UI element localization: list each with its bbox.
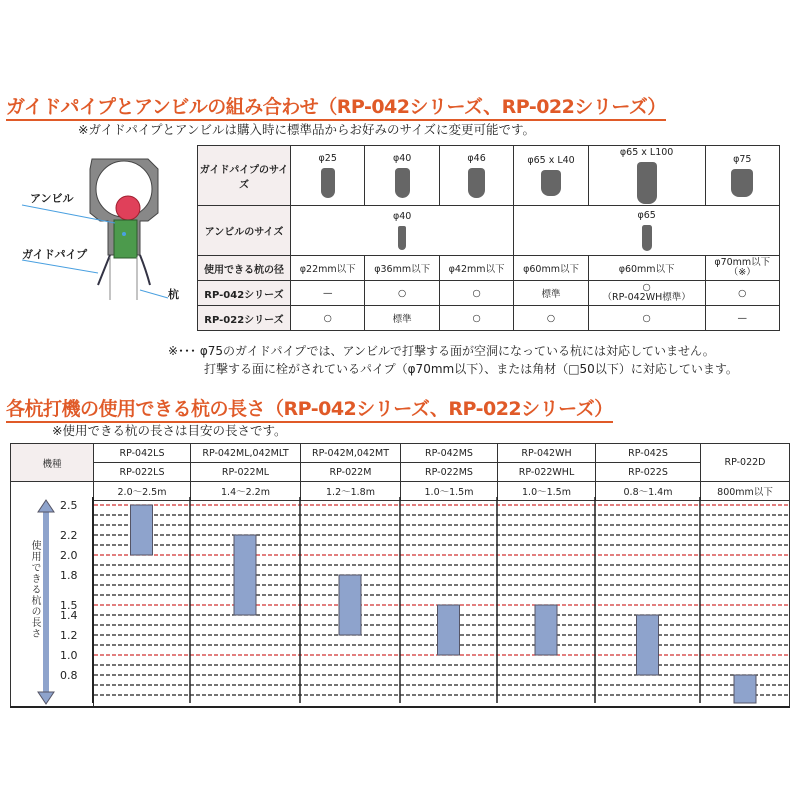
range-bar	[734, 675, 756, 703]
y-tick-label: 0.8	[60, 669, 78, 682]
section1-note: ※ガイドパイプとアンビルは購入時に標準品からお好みのサイズに変更可能です。	[78, 122, 535, 137]
model-name: RP-042LS	[94, 444, 191, 463]
rp022-cell: ○	[439, 306, 513, 331]
rp022-cell: —	[705, 306, 779, 331]
model-name: RP-042S	[596, 444, 701, 463]
range-bar	[131, 505, 153, 555]
range-bar	[438, 605, 460, 655]
rp042-cell: ○	[705, 281, 779, 306]
rp042-cell: —	[291, 281, 365, 306]
range-bar	[339, 575, 361, 635]
range-bar	[535, 605, 557, 655]
rp022-cell: 標準	[365, 306, 439, 331]
model-name: RP-042M,042MT	[301, 444, 401, 463]
guide-size: φ46	[467, 153, 486, 164]
range-bar	[637, 615, 659, 675]
row-label: RP-022シリーズ	[198, 306, 291, 331]
range-bar	[234, 535, 256, 615]
model-name: RP-022MS	[401, 463, 498, 482]
anvil-size: φ65	[637, 210, 656, 221]
y-tick-label: 2.2	[60, 529, 78, 542]
rp042-cell: ○ （RP-042WH標準）	[588, 281, 705, 306]
guide-size: φ40	[392, 153, 412, 164]
range-label: 2.0～2.5m	[94, 482, 191, 501]
guide-size: φ65 x L100	[619, 147, 674, 158]
y-tick-label: 1.2	[60, 629, 78, 642]
y-axis-label: 使用できる杭の長さ	[29, 540, 40, 639]
y-tick-label: 1.5	[60, 599, 78, 612]
rp042-cell: ○	[439, 281, 513, 306]
section2-note: ※使用できる杭の長さは目安の長さです。	[52, 423, 287, 438]
rp022-cell: ○	[588, 306, 705, 331]
range-label: 1.4～2.2m	[191, 482, 301, 501]
y-tick-label: 2.5	[60, 499, 78, 512]
model-name: RP-042MS	[401, 444, 498, 463]
model-name: RP-042WH	[498, 444, 596, 463]
pile-label: 杭	[168, 288, 179, 301]
range-label: 0.8～1.4m	[596, 482, 701, 501]
model-name: RP-042ML,042MLT	[191, 444, 301, 463]
anvil-size: φ40	[392, 211, 412, 222]
range-label: 1.0～1.5m	[401, 482, 498, 501]
guide-pipe-label: ガイドパイプ	[22, 248, 88, 261]
rp042-cell: ○	[365, 281, 439, 306]
guide-size: φ65 x L40	[527, 155, 575, 166]
guide-size: φ25	[318, 153, 337, 164]
footnote-line1: ※･･･ φ75のガイドパイプでは、アンビルで打撃する面が空洞になっている杭には対応していません。	[168, 344, 715, 358]
model-name: RP-022D	[701, 444, 790, 482]
rp022-cell: ○	[514, 306, 588, 331]
range-label: 800mm以下	[701, 482, 790, 501]
model-name: RP-022ML	[191, 463, 301, 482]
pile-diameter: φ60mm以下	[514, 256, 588, 281]
y-tick-label: 2.0	[60, 549, 78, 562]
pile-diameter: φ42mm以下	[439, 256, 513, 281]
y-tick-label: 1.0	[60, 649, 78, 662]
arrow-down-icon	[38, 692, 54, 704]
model-name: RP-022WHL	[498, 463, 596, 482]
model-name: RP-022M	[301, 463, 401, 482]
pile-diameter: φ60mm以下	[588, 256, 705, 281]
range-label: 1.0～1.5m	[498, 482, 596, 501]
pile-diameter: φ22mm以下	[291, 256, 365, 281]
row-label: ガイドパイプのサイズ	[198, 146, 291, 206]
footnote-line2: 打撃する面に栓がされているパイプ（φ70mm以下）、または角材（□50以下）に対応しています。	[204, 362, 738, 376]
arrow-up-icon	[38, 500, 54, 512]
rp022-cell: ○	[291, 306, 365, 331]
range-label: 1.2～1.8m	[301, 482, 401, 501]
row-label: アンビルのサイズ	[198, 206, 291, 256]
rp042-cell: 標準	[514, 281, 588, 306]
y-tick-label: 1.8	[60, 569, 78, 582]
anvil-label: アンビル	[30, 192, 74, 205]
y-tick-label: 1.4	[60, 609, 78, 622]
model-name: RP-022LS	[94, 463, 191, 482]
row-label: RP-042シリーズ	[198, 281, 291, 306]
guide-size: φ75	[733, 154, 752, 165]
model-header: 機種	[11, 444, 94, 482]
pile-diameter: φ36mm以下	[365, 256, 439, 281]
section1-title: ガイドパイプとアンビルの組み合わせ（RP-042シリーズ、RP-022シリーズ）	[6, 92, 666, 121]
model-name: RP-022S	[596, 463, 701, 482]
section2-title: 各杭打機の使用できる杭の長さ（RP-042シリーズ、RP-022シリーズ）	[6, 394, 613, 423]
pile-diameter: φ70mm以下 （※）	[705, 256, 779, 281]
row-label: 使用できる杭の径	[198, 256, 291, 281]
